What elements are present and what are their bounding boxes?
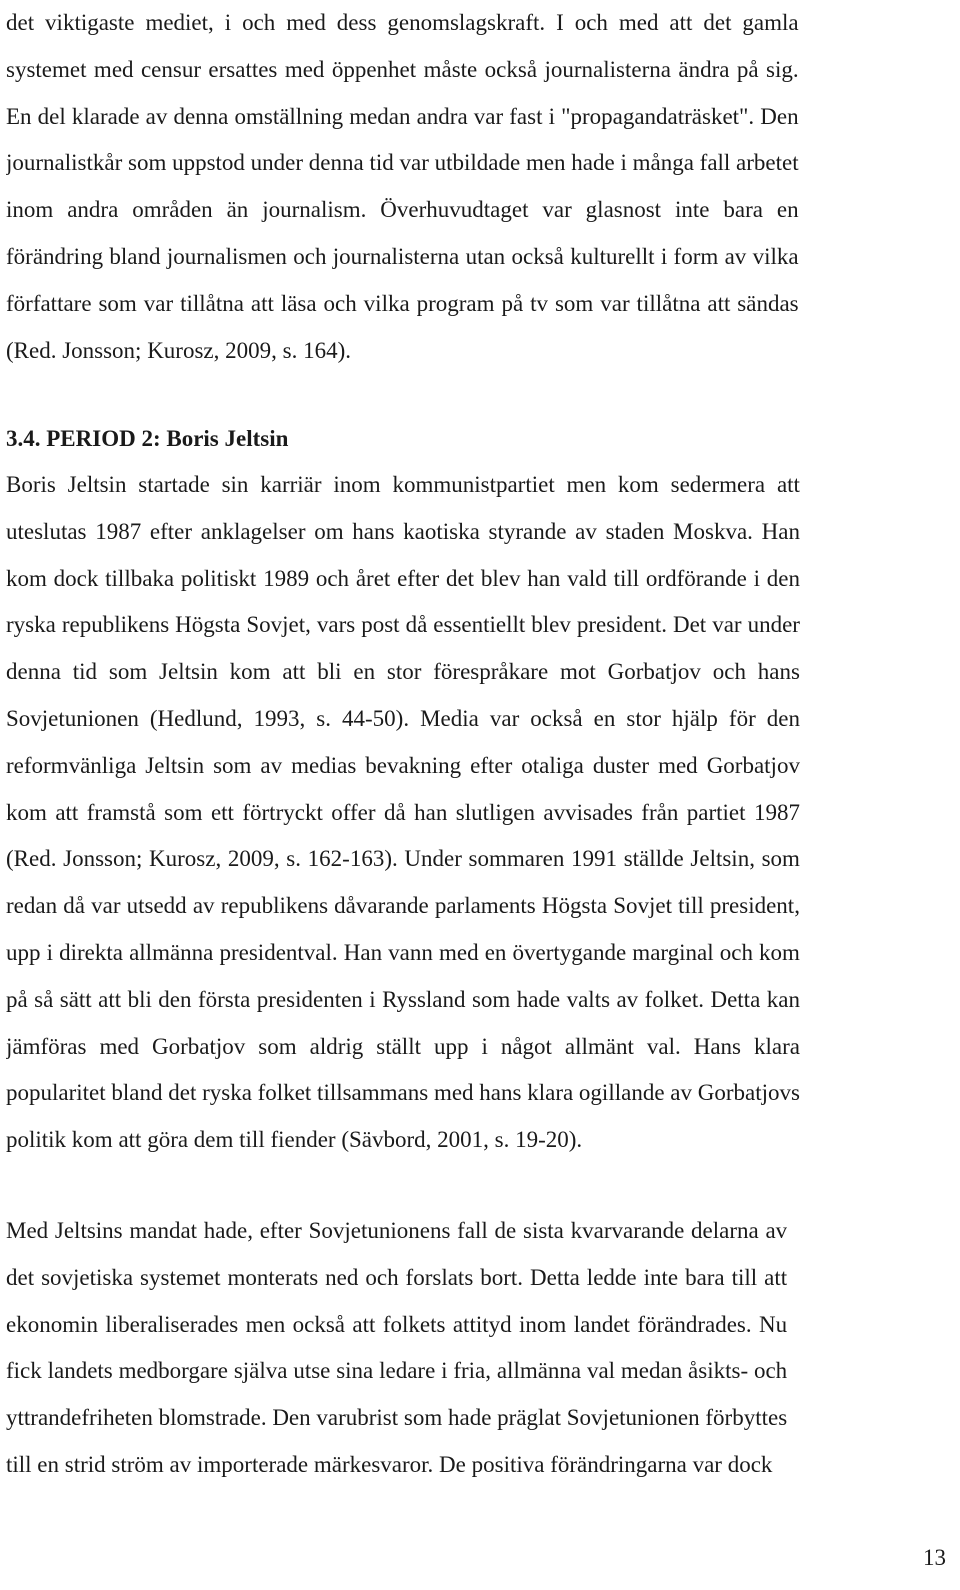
text-line: Sovjetunionen (Hedlund, 1993, s. 44-50). Media var också en stor hjälp för den [6, 705, 800, 731]
text-line: uteslutas 1987 efter anklagelser om hans kaotiska styrande av staden Moskva. Han [6, 518, 800, 544]
text-line: journalistkår som uppstod under denna tid var utbildade men hade i många fall arbetet [6, 150, 799, 176]
text-line: inom andra områden än journalism. Överhuvudtaget var glasnost inte bara en [6, 197, 799, 223]
text-line: (Red. Jonsson; Kurosz, 2009, s. 162-163). Under sommaren 1991 ställde Jeltsin, som [6, 846, 800, 872]
text-line: politik kom att göra dem till fiender (Sävbord, 2001, s. 19-20). [6, 1127, 583, 1153]
text-line: på så sätt att bli den första presidenten i Ryssland som hade valts av folket. Detta kan [6, 986, 800, 1012]
text-line: denna tid som Jeltsin kom att bli en stor förespråkare mot Gorbatjov och hans [6, 659, 800, 685]
text-line: upp i direkta allmänna presidentval. Han vann med en övertygande marginal och kom [6, 939, 800, 965]
text-line: popularitet bland det ryska folket tillsammans med hans klara ogillande av Gorbatjovs [6, 1080, 800, 1106]
text-line: Med Jeltsins mandat hade, efter Sovjetunionens fall de sista kvarvarande delarna av [6, 1218, 788, 1243]
text-line: ekonomin liberaliserades men också att folkets attityd inom landet förändrades. Nu [6, 1311, 788, 1337]
paragraph-mandat [6, 1208, 787, 1489]
text-line: kom att framstå som ett förtryckt offer då han slutligen avvisades från partiet 1987 [6, 799, 800, 825]
text-line: till en strid ström av importerade märkesvaror. De positiva förändringarna var dock [6, 1451, 773, 1477]
text-line: systemet med censur ersattes med öppenhet måste också journalisterna ändra på sig. [6, 56, 799, 82]
paragraph-glasnost [6, 0, 799, 374]
text-line: ryska republikens Högsta Sovjet, vars post då essentiellt blev president. Det var under [6, 612, 800, 638]
text-line: fick landets medborgare själva utse sina ledare i fria, allmänna val medan åsikts- och [6, 1358, 788, 1384]
text-line: jämföras med Gorbatjov som aldrig ställt upp i något allmänt val. Hans klara [6, 1033, 800, 1059]
text-line: En del klarade av denna omställning medan andra var fast i "propagandaträsket". Den [6, 103, 799, 129]
text-line: redan då var utsedd av republikens dåvarande parlaments Högsta Sovjet till president, [6, 893, 800, 919]
text-line: (Red. Jonsson; Kurosz, 2009, s. 164). [6, 337, 351, 363]
text-line: yttrandefriheten blomstrade. Den varubrist som hade präglat Sovjetunionen förbyttes [6, 1405, 788, 1431]
text-line: författare som var tillåtna att läsa och vilka program på tv som var tillåtna att sändas [6, 290, 799, 316]
section-heading: 3.4. PERIOD 2: Boris Jeltsin [6, 426, 289, 451]
paragraph-jeltsin [6, 462, 800, 1164]
text-line: det viktigaste mediet, i och med dess genomslagskraft. I och med att det gamla [6, 10, 799, 35]
text-line: kom dock tillbaka politiskt 1989 och året efter det blev han vald till ordförande i den [6, 565, 800, 591]
text-line: reformvänliga Jeltsin som av medias bevakning efter otaliga duster med Gorbatjov [6, 752, 800, 778]
page-number: 13 [923, 1545, 946, 1570]
text-line: förändring bland journalismen och journalisterna utan också kulturellt i form av vilka [6, 243, 799, 269]
text-line: det sovjetiska systemet monterats ned och forslats bort. Detta ledde inte bara till att [6, 1264, 788, 1290]
text-line: Boris Jeltsin startade sin karriär inom kommunistpartiet men kom sedermera att [6, 472, 800, 497]
